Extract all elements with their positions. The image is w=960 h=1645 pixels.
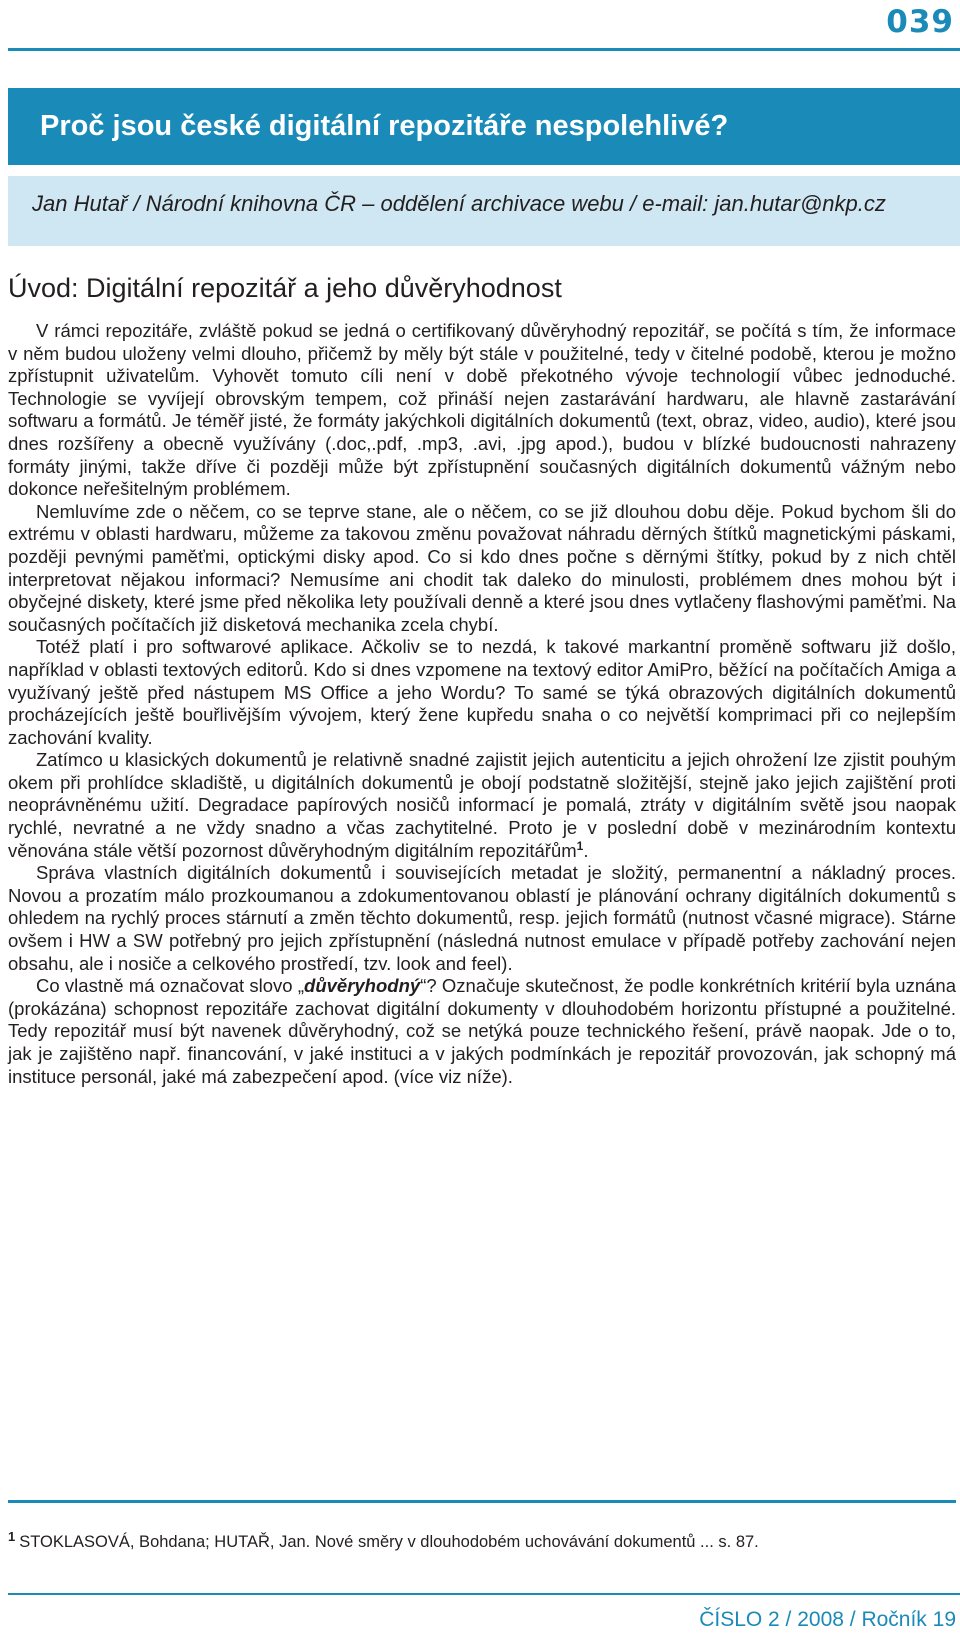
article-title: Proč jsou české digitální repozitáře nespolehlivé?	[40, 110, 729, 142]
issue-info: ČÍSLO 2 / 2008 / Ročník 19	[699, 1608, 956, 1631]
section-heading: Úvod: Digitální repozitář a jeho důvěryhodnost	[8, 273, 562, 303]
paragraph: Správa vlastních digitálních dokumentů i souvisejících metadat je složitý, permanentní a nákladný proces. Novou a prozatím málo prozkoumanou a zdokumentovanou oblastí je plánování ochrany digitálních dokumentů s ohledem na rychlý proces stárnutí a změn těchto dokumentů, resp. jejich formátů (nutnost včasné migrace). Stárne ovšem i HW a SW potřebný pro jejich zpřístupnění (následná nutnost emulace v případě potřeby zachování nejen obsahu, ale i nosiče a celkového prostředí, tzv. look and feel).	[8, 862, 956, 974]
footnote-rule	[8, 1500, 956, 1503]
paragraph: Totéž platí i pro softwarové aplikace. Ačkoliv se to nezdá, k takové markantní proměně softwaru již došlo, například v oblasti textových editorů. Kdo si dnes vzpomene na textový editor AmiPro, běžící na počítačích Amiga a využívaný ještě před nástupem MS Office a jeho Wordu? To samé se týká obrazových digitálních dokumentů procházejících ještě bouřlivějším vývojem, který žene kupředu snaha o co největší komprimaci při co nejlepším zachování kvality.	[8, 636, 956, 748]
footnote-reference[interactable]: 1	[576, 838, 584, 853]
title-band	[8, 88, 960, 165]
paragraph-text: “? Označuje skutečnost, že podle konkrétních kritérií byla uznána (prokázána) schopnost repozitáře zachovat digitální dokumenty v dlouhodobém horizontu přístupné a použitelné. Tedy repozitář musí být navenek důvěryhodný, což se netýká pouze technického řešení, právě naopak. Jde o to, jak je zajištěno např. financování, v jaké instituci a v jakých podmínkách je repozitář provozován, jak schopný má instituce personál, jaké má zabezpečení apod. (více viz níže).	[8, 975, 956, 1087]
footnote	[8, 1528, 956, 1552]
bottom-rule	[8, 1593, 960, 1595]
author-line: Jan Hutař / Národní knihovna ČR – oddělení archivace webu / e-mail: jan.hutar@nkp.cz	[32, 191, 886, 216]
paragraph-text: Zatímco u klasických dokumentů je relativně snadné zajistit jejich autenticitu a jejich ohrožení lze zjistit pouhým okem při prohlídce skladiště, u digitálních dokumentů je obojí podstatně složitější, stejně jako jejich zajištění proti neoprávněnému užití. Degradace papírových nosičů informací je pomalá, ztráty v digitálním světě jsou naopak rychlé, nevratné a ne vždy snadno a včas zachytitelné. Proto je v poslední době v mezinárodním kontextu věnována stále větší pozornost důvěryhodným digitálním repozitářům	[8, 749, 956, 861]
article-body	[8, 320, 956, 1088]
paragraph: V rámci repozitáře, zvláště pokud se jedná o certifikovaný důvěryhodný repozitář, se počítá s tím, že informace v něm budou uloženy velmi dlouho, přičemž by měly být stále v použitelné, tedy v čitelné podobě, kterou je možno zpřístupnit uživatelům. Vyhovět tomuto cíli není v době překotného vývoje technologií vůbec jednoduché. Technologie se vyvíjejí obrovským tempem, což přináší nejen zastarávání hardwaru, ale hlavně zastarávání softwaru a formátů. Je téměř jisté, že formáty jakýchkoli digitálních dokumentů (text, obraz, video, audio), které jsou dnes rozšířeny a obecně využívány (.doc,.pdf, .mp3, .avi, .jpg apod.), budou v blízké budoucnosti nahrazeny formáty jinými, takže dříve či později může být zpřístupnění současných digitálních dokumentů vážným nebo dokonce neřešitelným problémem.	[8, 320, 956, 500]
footnote-number: 1	[8, 1528, 16, 1544]
footnote-text: STOKLASOVÁ, Bohdana; HUTAŘ, Jan. Nové směry v dlouhodobém uchovávání dokumentů ... s. 87.	[19, 1533, 759, 1551]
top-rule	[8, 48, 960, 51]
author-band	[8, 176, 960, 246]
paragraph: Nemluvíme zde o něčem, co se teprve stane, ale o něčem, co se již dlouhou dobu děje. Pokud bychom šli do extrému v oblasti hardwaru, můžeme za takovou změnu považovat náhradu děrných štítků magnetickými páskami, později pevnými paměťmi, optickými disky apod. Co si kdo dnes počne s děrnými štítky, pokud by z nich chtěl interpretovat nějakou informaci? Nemusíme ani chodit tak daleko do minulosti, problémem dnes mohou být i obyčejné diskety, které jsme před několika lety používali denně a které jsou dnes vytlačeny flashovými paměťmi. Na současných počítačích již disketová mechanika zcela chybí.	[8, 500, 956, 635]
paragraph	[8, 749, 956, 862]
paragraph	[8, 975, 956, 1088]
emphasized-word: důvěryhodný	[304, 975, 421, 997]
page-number: 039	[886, 4, 954, 40]
paragraph-end: .	[583, 839, 589, 861]
paragraph-text: Co vlastně má označovat slovo „	[36, 975, 305, 997]
